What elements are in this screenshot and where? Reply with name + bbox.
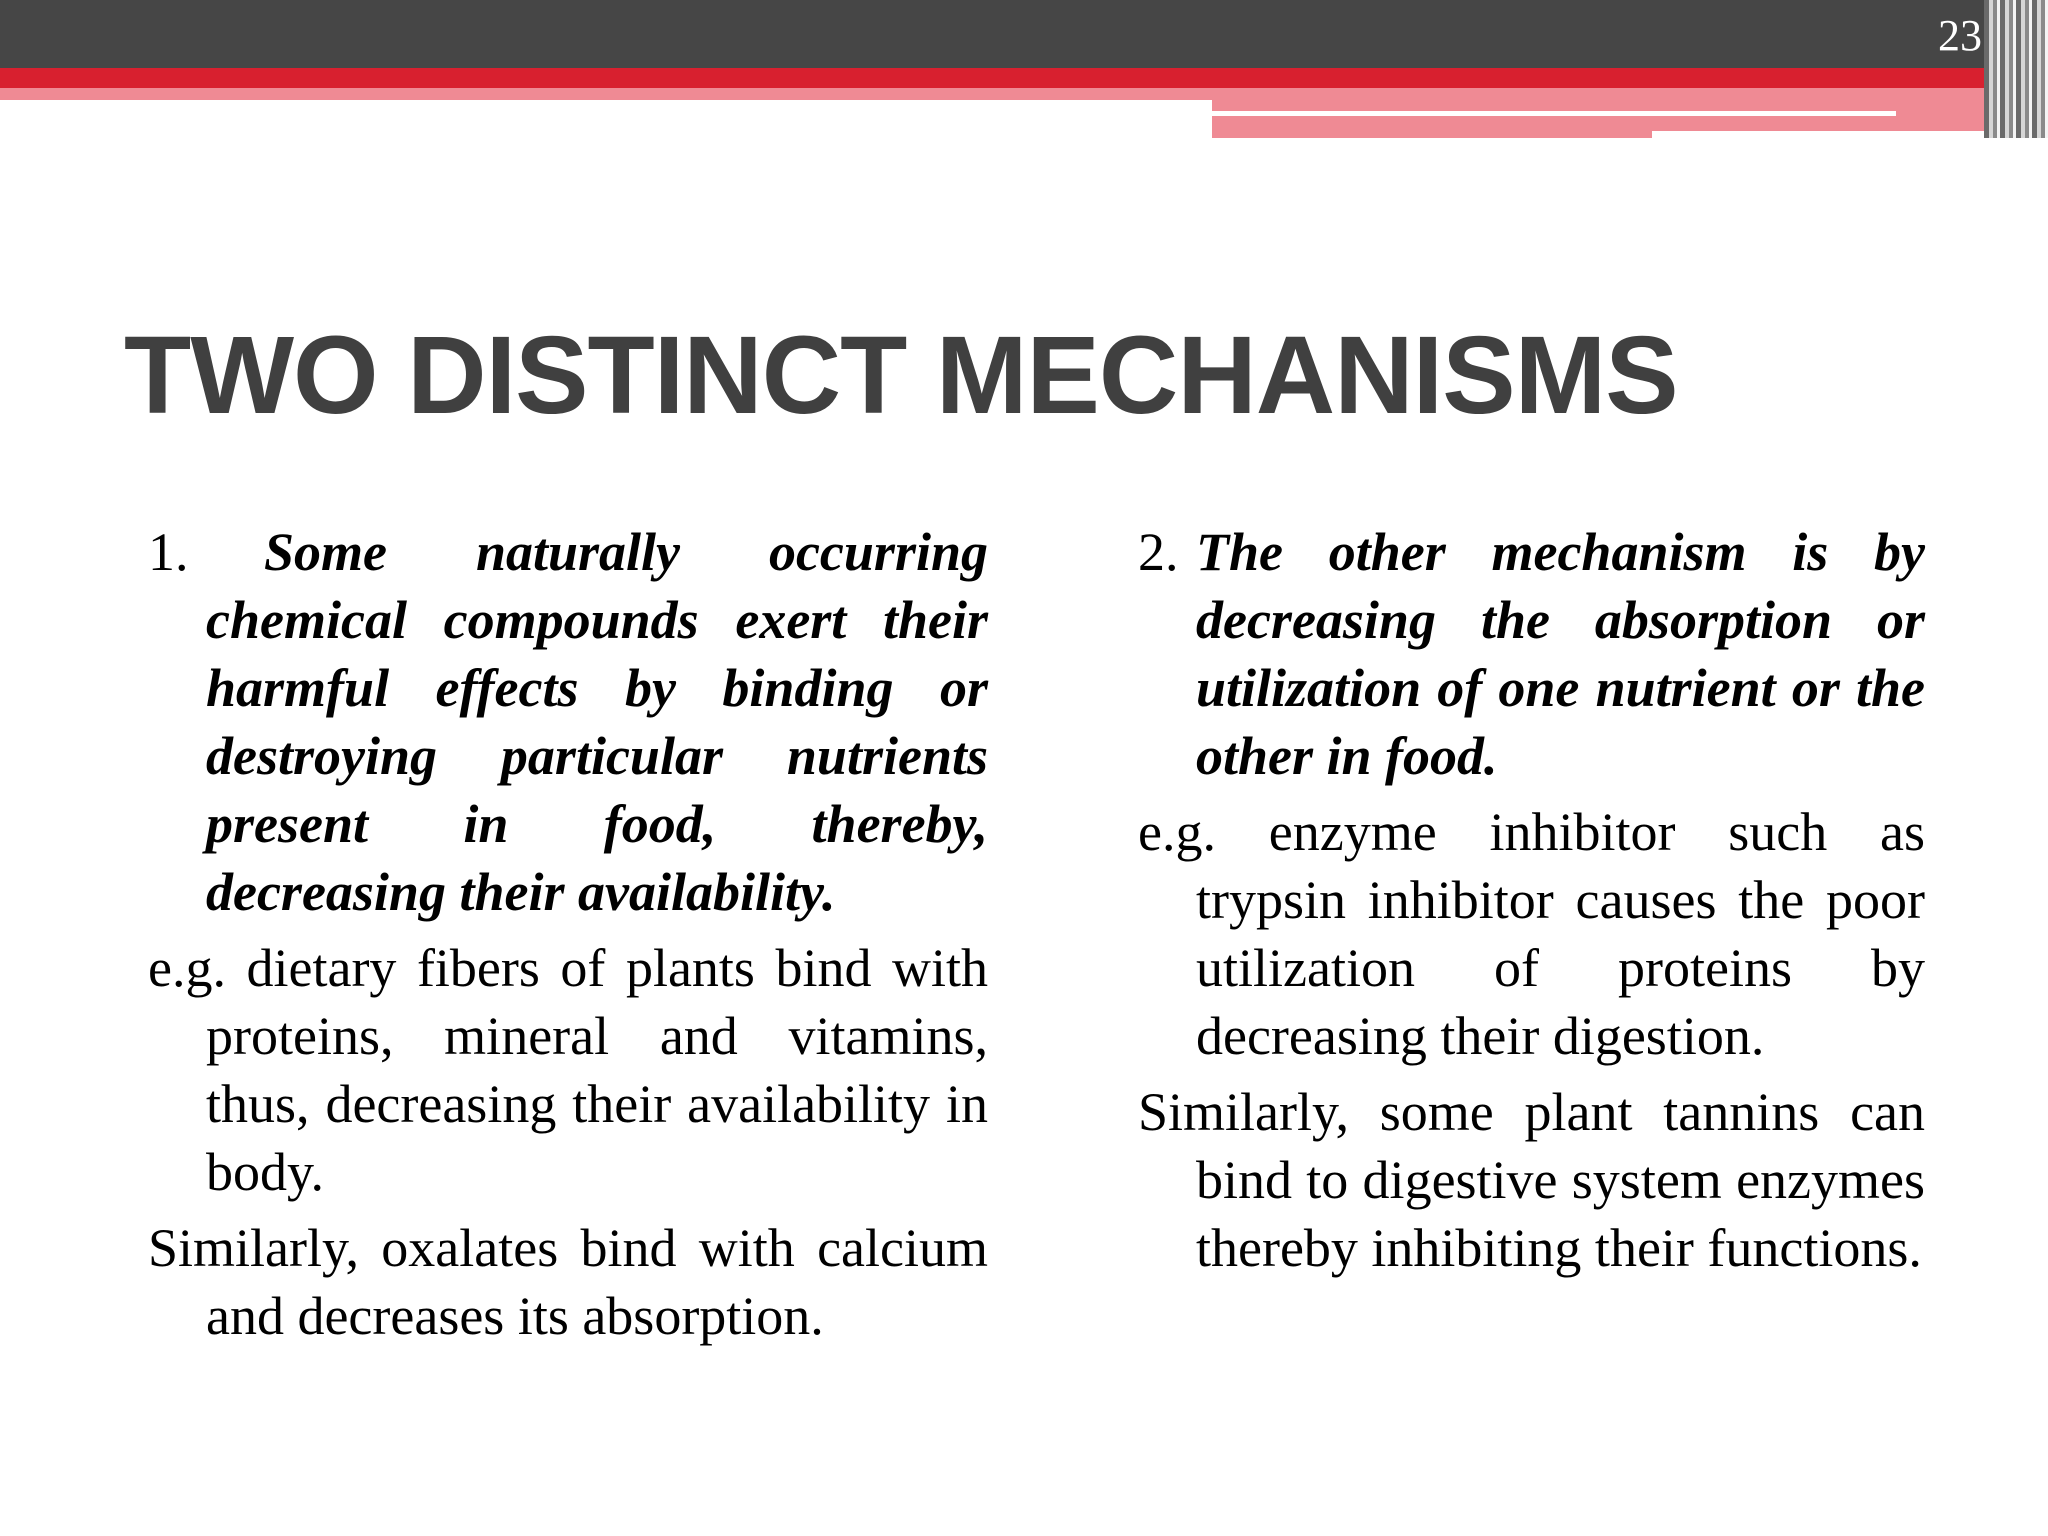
mechanism-1-example: e.g. dietary fibers of plants bind with proteins, mineral and vitamins, thus, decreasing their availability in body. <box>148 938 988 1202</box>
header-white-notch <box>1652 131 1994 138</box>
page-number: 23 <box>1938 11 1982 60</box>
mechanism-2-example: e.g. enzyme inhibitor such as trypsin inhibitor causes the poor utilization of proteins by decreasing their digestion. <box>1138 802 1925 1066</box>
mechanism-1-point <box>148 518 988 926</box>
left-column <box>148 518 988 1358</box>
point-text: Some naturally occurring chemical compounds exert their harmful effects by binding or destroying particular nutrients present in food, thereby, decreasing their availability. <box>206 522 988 922</box>
point-text: The other mechanism is by decreasing the absorption or utilization of one nutrient or the other in food. <box>1196 522 1925 786</box>
header-pink-band <box>0 88 1212 100</box>
header-bar <box>0 0 2048 68</box>
right-column <box>1138 518 1925 1290</box>
mechanism-2-similarly: Similarly, some plant tannins can bind to digestive system enzymes thereby inhibiting their functions. <box>1138 1082 1925 1278</box>
point-number: 2. <box>1138 522 1179 582</box>
point-number: 1. <box>148 522 189 582</box>
header-white-line <box>1212 111 1896 116</box>
mechanism-1-similarly: Similarly, oxalates bind with calcium and decreases its absorption. <box>148 1218 988 1346</box>
header-stripes <box>1984 0 2048 138</box>
slide-title: TWO DISTINCT MECHANISMS <box>124 314 1678 437</box>
header-red-band <box>0 68 1994 88</box>
mechanism-2-point <box>1138 518 1925 790</box>
